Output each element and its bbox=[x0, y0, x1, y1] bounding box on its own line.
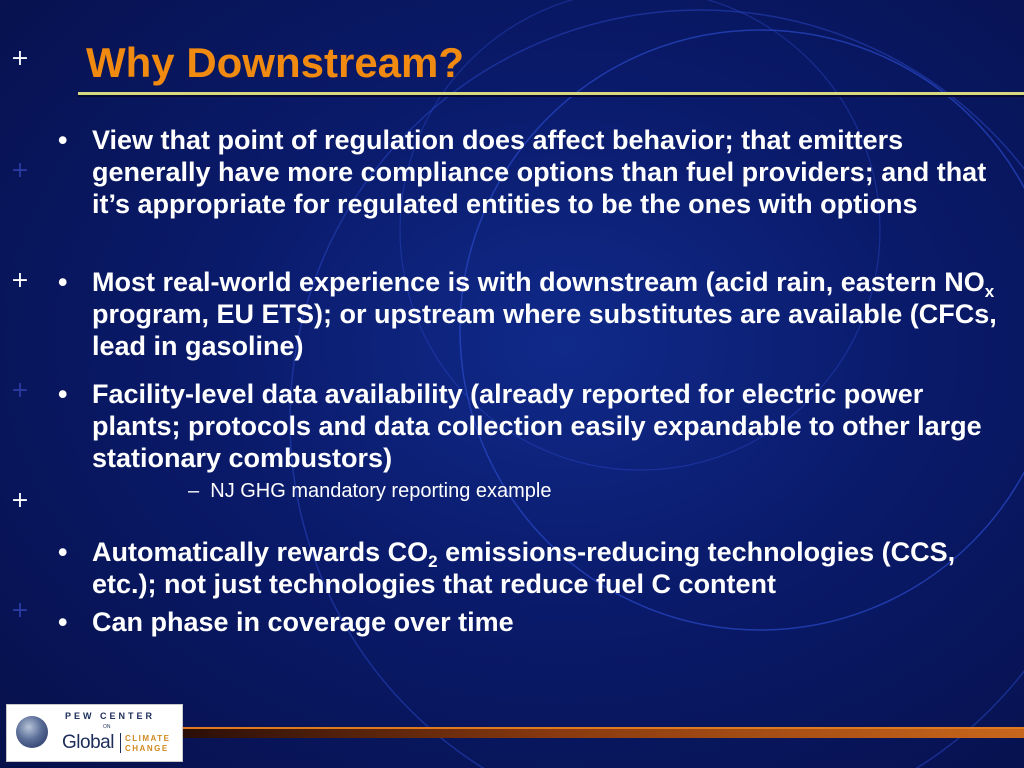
logo-text-on: ON bbox=[103, 724, 111, 730]
subscript: x bbox=[984, 282, 995, 301]
bullet-glyph: • bbox=[58, 267, 68, 297]
bullet-text: View that point of regulation does affect behavior; that emitters generally have more compliance options than fuel providers; and that it’s appropriate for regulated entities to be the ones with options bbox=[92, 125, 987, 219]
bullet-item bbox=[58, 536, 998, 600]
logo-text-top: PEW CENTER bbox=[65, 711, 156, 721]
logo-text-change: CHANGE bbox=[125, 744, 169, 753]
footer-bar bbox=[183, 728, 1024, 738]
bullet-text-part: emissions-reducing technologies (CCS, etc.); not just technologies that reduce fuel C content bbox=[92, 537, 956, 599]
bullet-item bbox=[58, 124, 998, 220]
pew-center-logo bbox=[6, 704, 183, 762]
bullet-text bbox=[92, 266, 998, 362]
globe-icon bbox=[16, 716, 48, 748]
bullet-glyph: • bbox=[58, 125, 68, 155]
subscript: 2 bbox=[428, 552, 438, 571]
plus-marker: + bbox=[10, 268, 30, 293]
bullet-text bbox=[92, 536, 998, 600]
bullet-item bbox=[58, 378, 998, 474]
sub-bullet-glyph: – bbox=[188, 480, 200, 502]
slide-title: Why Downstream? bbox=[86, 39, 465, 86]
footer-bar-highlight bbox=[183, 727, 1024, 729]
bullet-text: Facility-level data availability (already reported for electric power plants; protocols and data collection easily expandable to other large stationary combustors) bbox=[92, 379, 982, 473]
plus-marker: + bbox=[10, 488, 30, 513]
plus-marker: + bbox=[10, 158, 30, 183]
bullet-item bbox=[58, 266, 998, 362]
sub-bullet-text: NJ GHG mandatory reporting example bbox=[210, 480, 552, 502]
bullet-glyph: • bbox=[58, 379, 68, 409]
bullet-text-part: Most real-world experience is with downstream (acid rain, eastern NO bbox=[92, 267, 985, 297]
title-underline-shadow bbox=[78, 95, 1024, 97]
sub-bullet-item bbox=[188, 479, 552, 503]
plus-marker: + bbox=[10, 378, 30, 403]
plus-marker: + bbox=[10, 598, 30, 623]
logo-separator bbox=[120, 733, 121, 753]
logo-text-climate: CLIMATE bbox=[125, 734, 171, 743]
bullet-text-part: Automatically rewards CO bbox=[92, 537, 429, 567]
plus-marker: + bbox=[10, 46, 30, 71]
bullet-text-part: program, EU ETS); or upstream where substitutes are available (CFCs, lead in gasoline) bbox=[92, 299, 997, 361]
bullet-glyph: • bbox=[58, 537, 68, 567]
bullet-text: Can phase in coverage over time bbox=[92, 607, 514, 637]
logo-text-global: Global bbox=[62, 732, 114, 753]
bullet-item bbox=[58, 606, 998, 638]
bullet-glyph: • bbox=[58, 607, 68, 637]
